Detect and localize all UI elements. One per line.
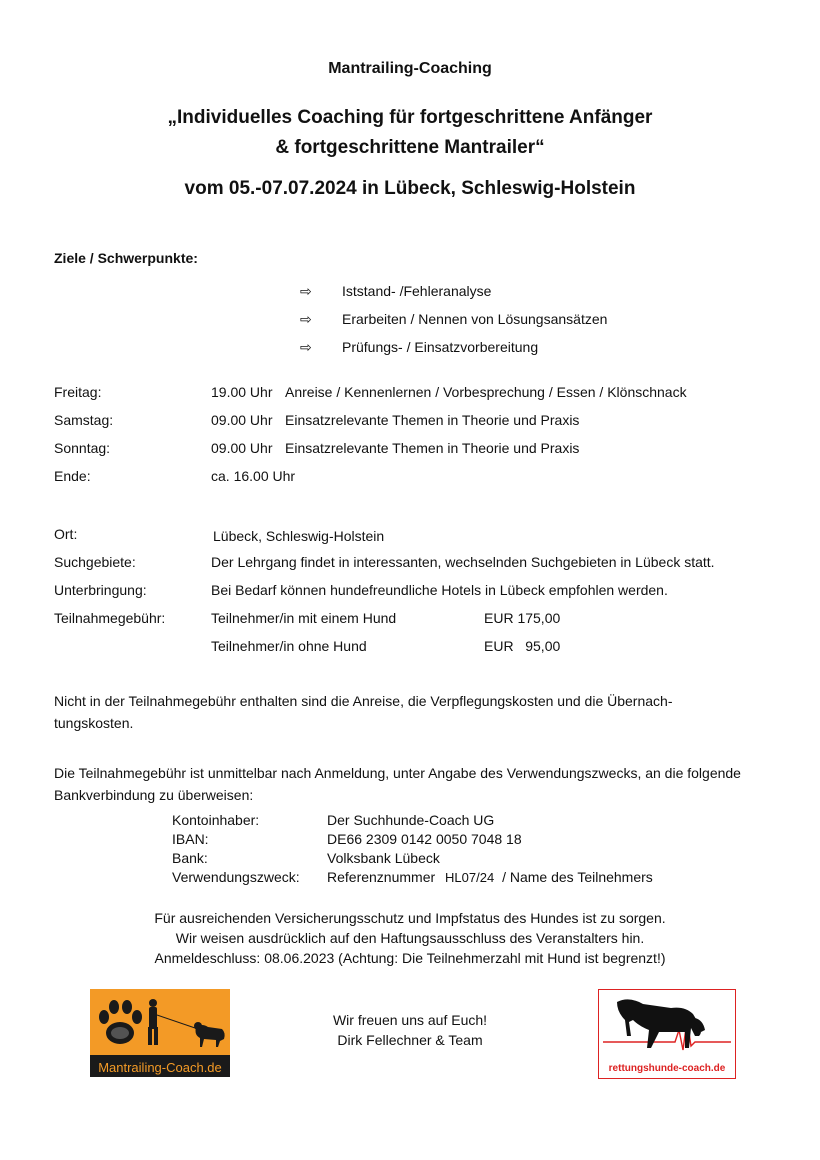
subtitle-line-1: „Individuelles Coaching für fortgeschrittene Anfänger (167, 107, 653, 128)
fee-label: Teilnahmegebühr: (54, 610, 166, 626)
footer-line-1: Für ausreichenden Versicherungsschutz und Impfstatus des Hundes ist zu sorgen. (154, 910, 666, 926)
bank-iban-label: IBAN: (172, 831, 209, 847)
footer-line-3: Anmeldeschluss: 08.06.2023 (Achtung: Die Teilnehmerzahl mit Hund ist begrenzt!) (154, 950, 666, 966)
bank-ref-label: Verwendungszweck: (172, 869, 300, 885)
fee2-value: EUR 95,00 (484, 638, 561, 654)
such-value: Der Lehrgang findet in interessanten, wechselnden Suchgebieten in Lübeck statt. (211, 554, 715, 570)
goal-text: Erarbeiten / Nennen von Lösungsansätzen (342, 311, 608, 327)
arrow-right-icon: ⇨ (300, 283, 312, 299)
goal-text: Prüfungs- / Einsatzvorbereitung (342, 339, 539, 355)
ort-value: Lübeck, Schleswig-Holstein (213, 528, 385, 544)
dog-silhouette-icon (599, 990, 735, 1060)
bank-name-value: Volksbank Lübeck (327, 850, 440, 866)
left-logo-text: Mantrailing-Coach.de (98, 1060, 222, 1075)
fee1-value: EUR 175,00 (484, 610, 561, 626)
footer-notes (0, 908, 820, 968)
schedule-day: Samstag: (54, 412, 114, 428)
bank-owner-value: Der Suchhunde-Coach UG (327, 812, 495, 828)
date-location-line: vom 05.-07.07.2024 in Lübeck, Schleswig-Holstein (184, 178, 636, 199)
schedule-desc: Anreise / Kennenlernen / Vorbesprechung / Essen / Klönschnack (285, 384, 687, 400)
document-subtitle (0, 103, 820, 163)
document-title: Mantrailing-Coaching (328, 60, 492, 77)
goal-item (300, 283, 491, 300)
goals-heading: Ziele / Schwerpunkte: (54, 250, 198, 266)
schedule-desc: Einsatzrelevante Themen in Theorie und Praxis (285, 440, 580, 456)
schedule-day: Ende: (54, 468, 91, 484)
schedule-time: 09.00 Uhr (211, 440, 273, 456)
unter-label: Unterbringung: (54, 582, 147, 598)
arrow-right-icon: ⇨ (300, 311, 312, 327)
bank-name-label: Bank: (172, 850, 208, 866)
fee2-label: Teilnehmer/in ohne Hund (211, 638, 367, 654)
footer-line-2: Wir weisen ausdrücklich auf den Haftungsausschluss des Veranstalters hin. (175, 930, 645, 946)
greeting-line-1: Wir freuen uns auf Euch! (332, 1012, 488, 1028)
schedule-time: ca. 16.00 Uhr (211, 468, 296, 484)
such-label: Suchgebiete: (54, 554, 136, 570)
goal-item (300, 311, 607, 328)
greeting-line-2: Dirk Fellechner & Team (337, 1032, 483, 1048)
schedule-desc: Einsatzrelevante Themen in Theorie und Praxis (285, 412, 580, 428)
arrow-right-icon: ⇨ (300, 339, 312, 355)
schedule-time: 19.00 Uhr (211, 384, 273, 400)
unter-value: Bei Bedarf können hundefreundliche Hotels in Lübeck empfohlen werden. (211, 582, 668, 598)
fee1-label: Teilnehmer/in mit einem Hund (211, 610, 397, 626)
right-logo-text: rettungshunde-coach.de (608, 1063, 726, 1074)
ref-suffix: / Name des Teilnehmers (502, 869, 653, 885)
payment-note: Die Teilnahmegebühr ist unmittelbar nach Anmeldung, unter Angabe des Verwendungszwecks, an die folgende Bankverbindung zu überweisen: (54, 765, 741, 803)
ref-code: HL07/24 (445, 870, 495, 885)
goal-text: Iststand- /Fehleranalyse (342, 283, 492, 299)
goal-item (300, 339, 538, 356)
rettungshunde-coach-logo (598, 989, 736, 1079)
subtitle-line-2: & fortgeschrittene Mantrailer“ (275, 137, 545, 158)
schedule-day: Sonntag: (54, 440, 111, 456)
ref-prefix: Referenznummer (327, 869, 436, 885)
bank-iban-value: DE66 2309 0142 0050 7048 18 (327, 831, 522, 847)
ort-label: Ort: (54, 526, 78, 542)
schedule-day: Freitag: (54, 384, 102, 400)
bank-owner-label: Kontoinhaber: (172, 812, 260, 828)
not-included-note: Nicht in der Teilnahmegebühr enthalten sind die Anreise, die Verpflegungskosten und die Übernach-tungskosten. (54, 693, 673, 731)
bank-ref-value (327, 869, 653, 885)
schedule-time: 09.00 Uhr (211, 412, 273, 428)
